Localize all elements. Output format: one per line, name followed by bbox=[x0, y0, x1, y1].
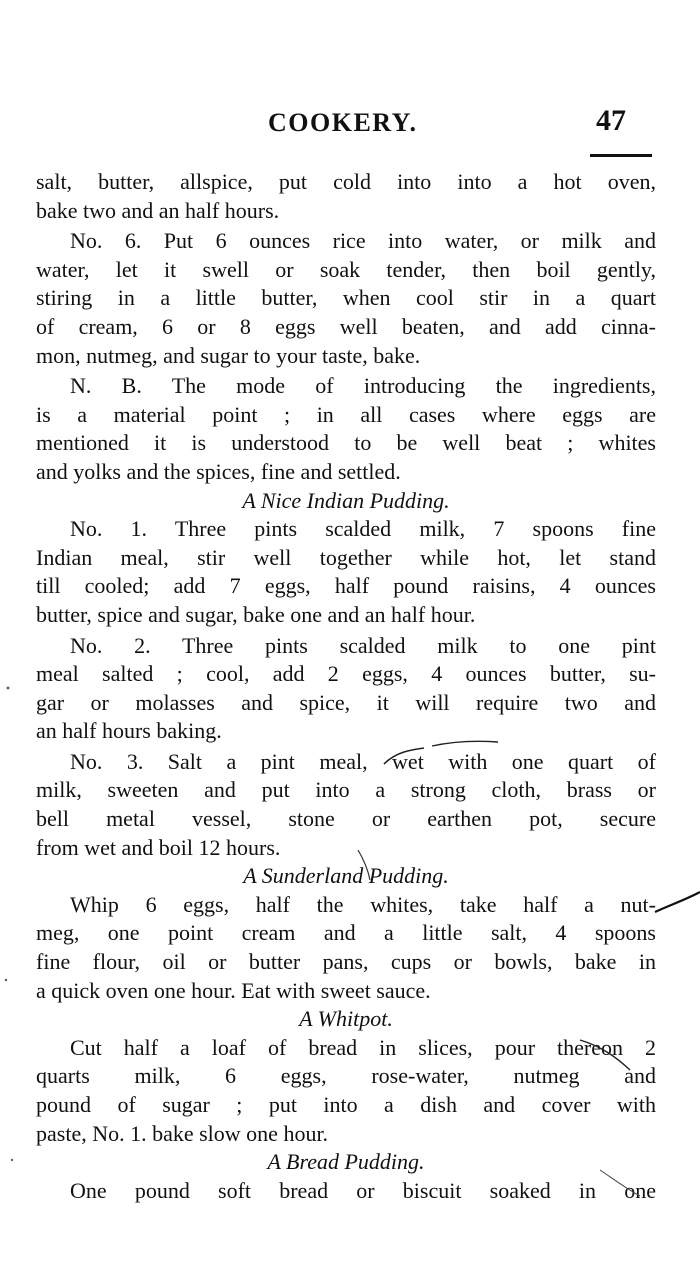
recipe-heading: A Sunderland Pudding. bbox=[243, 863, 449, 889]
text-line: and yolks and the spices, fine and settled. bbox=[36, 458, 401, 484]
text-line: Indian meal, stir well together while hot, let stand bbox=[36, 544, 656, 570]
text-line: N. B. The mode of introducing the ingredients, bbox=[70, 373, 656, 399]
text-line: meal salted ; cool, add 2 eggs, 4 ounces butter, su- bbox=[36, 661, 656, 687]
running-title: COOKERY. bbox=[268, 108, 418, 137]
text-line: fine flour, oil or butter pans, cups or bowls, bake in bbox=[36, 949, 656, 975]
text-line: stiring in a little butter, when cool stir in a quart bbox=[36, 285, 656, 311]
text-line: gar or molasses and spice, it will require two and bbox=[36, 689, 656, 715]
text-line: meg, one point cream and a little salt, 4 spoons bbox=[36, 920, 656, 946]
text-line: butter, spice and sugar, bake one and an half hour. bbox=[36, 601, 476, 627]
text-line: bake two and an half hours. bbox=[36, 197, 280, 223]
text-line: bell metal vessel, stone or earthen pot, secure bbox=[36, 806, 656, 832]
text-line: quarts milk, 6 eggs, rose-water, nutmeg and bbox=[36, 1063, 656, 1089]
recipe-text bbox=[36, 168, 656, 1205]
text-line: mon, nutmeg, and sugar to your taste, bake. bbox=[36, 342, 421, 368]
text-line: water, let it swell or soak tender, then boil gently, bbox=[36, 256, 656, 282]
text-line: One pound soft bread or biscuit soaked in one bbox=[70, 1177, 656, 1203]
text-line: is a material point ; in all cases where eggs are bbox=[36, 401, 656, 427]
running-head bbox=[0, 104, 700, 144]
text-line: No. 2. Three pints scalded milk to one pint bbox=[70, 632, 656, 658]
text-line: paste, No. 1. bake slow one hour. bbox=[36, 1120, 329, 1146]
header-rule bbox=[590, 154, 652, 157]
text-line: pound of sugar ; put into a dish and cover with bbox=[36, 1092, 656, 1117]
recipe-heading: A Nice Indian Pudding. bbox=[242, 487, 450, 513]
text-line: of cream, 6 or 8 eggs well beaten, and add cinna- bbox=[36, 313, 656, 339]
recipe-heading: A Bread Pudding. bbox=[267, 1149, 425, 1175]
text-line: No. 1. Three pints scalded milk, 7 spoons fine bbox=[70, 516, 656, 542]
text-line: a quick oven one hour. Eat with sweet sauce. bbox=[36, 977, 431, 1003]
text-line: No. 6. Put 6 ounces rice into water, or milk and bbox=[70, 228, 656, 254]
text-line: from wet and boil 12 hours. bbox=[36, 834, 281, 860]
recipe-heading: A Whitpot. bbox=[299, 1006, 393, 1032]
text-line: an half hours baking. bbox=[36, 718, 222, 744]
page-number: 47 bbox=[596, 104, 626, 137]
text-line: mentioned it is understood to be well beat ; whites bbox=[36, 430, 656, 456]
text-line: Cut half a loaf of bread in slices, pour thereon 2 bbox=[70, 1034, 656, 1060]
text-line: Whip 6 eggs, half the whites, take half a nut- bbox=[70, 891, 656, 917]
text-line: salt, butter, allspice, put cold into into a hot oven, bbox=[36, 169, 656, 194]
text-line: milk, sweeten and put into a strong cloth, brass or bbox=[36, 777, 656, 803]
text-line: till cooled; add 7 eggs, half pound raisins, 4 ounces bbox=[36, 573, 656, 599]
text-line: No. 3. Salt a pint meal, wet with one quart of bbox=[70, 748, 656, 774]
